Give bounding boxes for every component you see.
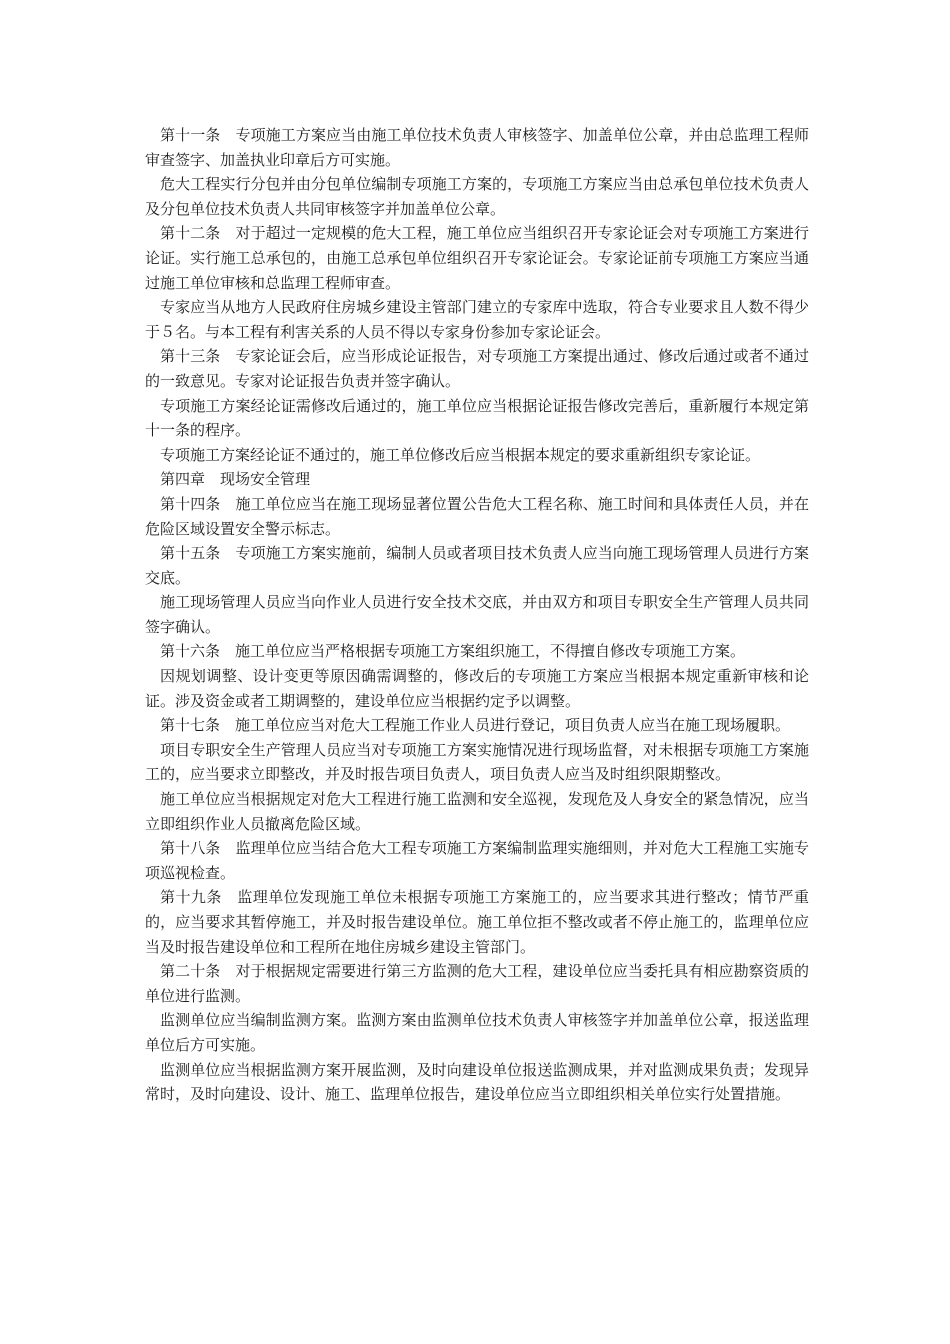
article-20-paragraph: 第二十条 对于根据规定需要进行第三方监测的危大工程，建设单位应当委托具有相应勘察资质的单位进行监测。 — [145, 962, 809, 1005]
article-12-paragraph: 第十二条 对于超过一定规模的危大工程，施工单位应当组织召开专家论证会对专项施工方案进行论证。实行施工总承包的，由施工总承包单位组织召开专家论证会。专家论证前专项施工方案应当通过施工单位审核和总监理工程师审查。 — [145, 224, 809, 292]
article-18-paragraph: 第十八条 监理单位应当结合危大工程专项施工方案编制监理实施细则，并对危大工程施工实施专项巡视检查。 — [145, 839, 809, 882]
document-body — [145, 123, 809, 1107]
article-16-paragraph: 第十六条 施工单位应当严格根据专项施工方案组织施工，不得擅自修改专项施工方案。 — [160, 642, 746, 661]
rejection-paragraph: 专项施工方案经论证不通过的，施工单位修改后应当根据本规定的要求重新组织专家论证。 — [160, 445, 761, 464]
safety-briefing-paragraph: 施工现场管理人员应当向作业人员进行安全技术交底，并由双方和项目专职安全生产管理人员共同签字确认。 — [145, 593, 809, 636]
article-15-paragraph: 第十五条 专项施工方案实施前，编制人员或者项目技术负责人应当向施工现场管理人员进行方案交底。 — [145, 544, 809, 587]
article-13-paragraph: 第十三条 专家论证会后，应当形成论证报告，对专项施工方案提出通过、修改后通过或者不通过的一致意见。专家对论证报告负责并签字确认。 — [145, 347, 809, 390]
article-11-paragraph: 第十一条 专项施工方案应当由施工单位技术负责人审核签字、加盖单位公章，并由总监理工程师审查签字、加盖执业印章后方可实施。 — [145, 126, 809, 169]
expert-selection-paragraph: 专家应当从地方人民政府住房城乡建设主管部门建立的专家库中选取，符合专业要求且人数不得少于５名。与本工程有利害关系的人员不得以专家身份参加专家论证会。 — [145, 298, 809, 341]
revision-paragraph: 专项施工方案经论证需修改后通过的，施工单位应当根据论证报告修改完善后，重新履行本规定第十一条的程序。 — [145, 396, 809, 440]
article-19-paragraph: 第十九条 监理单位发现施工单位未根据专项施工方案施工的，应当要求其进行整改；情节严重的，应当要求其暂停施工，并及时报告建设单位。施工单位拒不整改或者不停止施工的，监理单位应当及时报告建设单位和工程所在地住房城乡建设主管部门。 — [145, 888, 809, 956]
monitoring-paragraph: 施工单位应当根据规定对危大工程进行施工监测和安全巡视，发现危及人身安全的紧急情况，应当立即组织作业人员撤离危险区域。 — [145, 790, 809, 833]
article-14-paragraph: 第十四条 施工单位应当在施工现场显著位置公告危大工程名称、施工时间和具体责任人员，并在危险区域设置安全警示标志。 — [145, 494, 809, 538]
subcontract-paragraph: 危大工程实行分包并由分包单位编制专项施工方案的，专项施工方案应当由总承包单位技术负责人及分包单位技术负责人共同审核签字并加盖单位公章。 — [145, 175, 809, 218]
monitoring-plan-paragraph: 监测单位应当编制监测方案。监测方案由监测单位技术负责人审核签字并加盖单位公章，报送监理单位后方可实施。 — [145, 1011, 809, 1054]
monitoring-results-paragraph: 监测单位应当根据监测方案开展监测，及时向建设单位报送监测成果，并对监测成果负责；发现异常时，及时向建设、设计、施工、监理单位报告，建设单位应当立即组织相关单位实行处置措施。 — [145, 1060, 809, 1104]
chapter-4-heading: 第四章 现场安全管理 — [160, 470, 311, 489]
supervision-paragraph: 项目专职安全生产管理人员应当对专项施工方案实施情况进行现场监督，对未根据专项施工方案施工的，应当要求立即整改，并及时报告项目负责人，项目负责人应当及时组织限期整改。 — [145, 740, 809, 784]
article-17-paragraph: 第十七条 施工单位应当对危大工程施工作业人员进行登记，项目负责人应当在施工现场履职。 — [160, 716, 791, 735]
adjustment-paragraph: 因规划调整、设计变更等原因确需调整的，修改后的专项施工方案应当根据本规定重新审核和论证。涉及资金或者工期调整的，建设单位应当根据约定予以调整。 — [145, 667, 809, 710]
